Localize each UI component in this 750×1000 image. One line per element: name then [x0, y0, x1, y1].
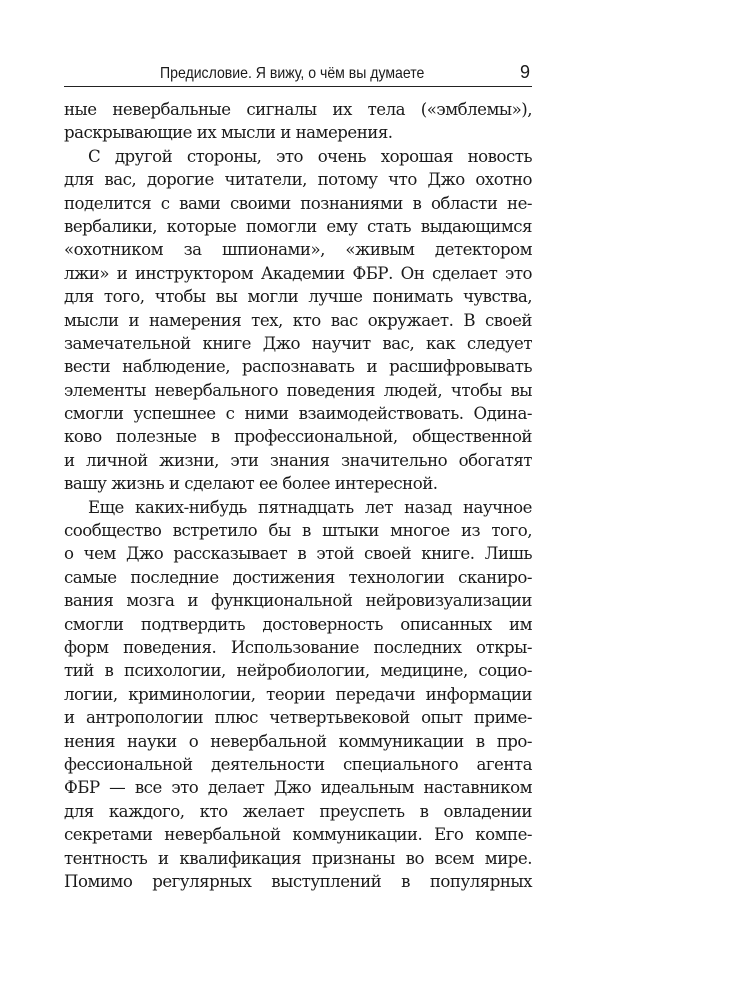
text-line: и личной жизни, эти знания значительно обогатят: [64, 450, 532, 470]
text-line: поделится с вами своими познаниями в области не-: [64, 193, 532, 213]
text-line: о чем Джо рассказывает в этой своей книге. Лишь: [64, 544, 532, 564]
body-text: [64, 98, 532, 893]
text-line: нения науки о невербальной коммуникации в про-: [64, 731, 532, 751]
text-line: тий в психологии, нейробиологии, медицине, социо-: [64, 661, 532, 681]
text-line: «охотником за шпионами», «живым детектором: [64, 240, 532, 260]
text-line: Еще каких-нибудь пятнадцать лет назад научное: [88, 497, 532, 517]
text-line: для каждого, кто желает преуспеть в овладении: [64, 801, 532, 821]
text-line: элементы невербального поведения людей, чтобы вы: [64, 380, 532, 400]
text-line: сообщество встретило бы в штыки многое из того,: [64, 521, 532, 541]
text-line: форм поведения. Использование последних откры-: [64, 637, 532, 657]
text-line: ково полезные в профессиональной, общественной: [64, 427, 532, 447]
page-number: 9: [519, 62, 530, 82]
text-line: секретами невербальной коммуникации. Его компе-: [64, 825, 532, 845]
text-line: самые последние достижения технологии сканиро-: [64, 567, 532, 587]
text-line: и антропологии плюс четвертьвековой опыт приме-: [64, 708, 532, 728]
text-line: для вас, дорогие читатели, потому что Джо охотно: [64, 170, 532, 190]
text-line: фессиональной деятельности специального агента: [64, 754, 532, 774]
text-line: вербалики, которые помогли ему стать выдающимся: [64, 216, 532, 236]
text-line: вашу жизнь и сделают ее более интересной.: [64, 474, 438, 494]
text-line: логии, криминологии, теории передачи информации: [64, 684, 532, 704]
book-page: [64, 0, 532, 1000]
text-line: вания мозга и функциональной нейровизуализации: [64, 591, 532, 611]
text-line: тентность и квалификация признаны во всем мире.: [64, 848, 532, 868]
text-line: ные невербальные сигналы их тела («эмблемы»),: [64, 100, 532, 119]
text-line: ФБР — все это делает Джо идеальным наставником: [64, 778, 532, 798]
text-line: Помимо регулярных выступлений в популярных: [64, 871, 532, 891]
text-line: замечательной книге Джо научит вас, как следует: [64, 333, 532, 353]
text-line: раскрывающие их мысли и намерения.: [64, 123, 393, 143]
text-line: смогли успешнее с ними взаимодействовать. Одина-: [64, 404, 532, 424]
text-line: лжи» и инструктором Академии ФБР. Он сделает это: [64, 263, 532, 283]
text-line: вести наблюдение, распознавать и расшифровывать: [64, 357, 532, 377]
text-line: С другой стороны, это очень хорошая новость: [88, 146, 532, 166]
text-line: для того, чтобы вы могли лучше понимать чувства,: [64, 287, 532, 307]
text-line: мысли и намерения тех, кто вас окружает. В своей: [64, 310, 532, 330]
running-title: Предисловие. Я вижу, о чём вы думаете: [160, 65, 425, 82]
running-header: [64, 62, 532, 87]
text-line: смогли подтвердить достоверность описанных им: [64, 614, 532, 634]
